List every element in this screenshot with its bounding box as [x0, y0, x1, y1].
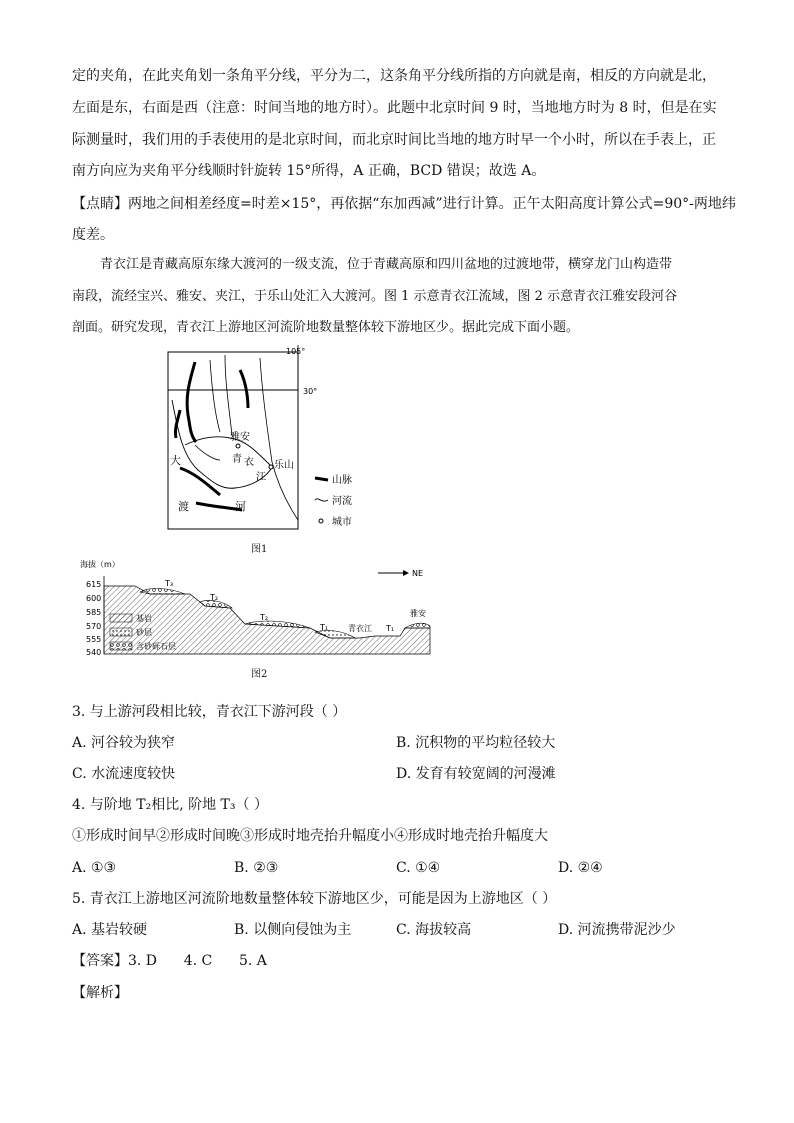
answer-label: 【答案】: [72, 953, 128, 969]
analysis-label: 【解析】: [72, 985, 128, 1001]
fig2-ytick-4: 570: [86, 622, 102, 631]
place-du: 渡: [178, 500, 189, 513]
intro-line-2: 南段，流经宝兴、雅安、夹江，于乐山处汇入大渡河。图 1 示意青衣江流域，图 2 示意青衣江雅安段河谷: [72, 289, 678, 304]
dianjing-line-2: 度差。: [72, 227, 114, 243]
river-trib-3: [260, 358, 298, 520]
q4-option-d[interactable]: D. ②④: [558, 860, 603, 876]
river-trib-2: [225, 355, 232, 435]
paragraph-line-3: 际测量时，我们用的手表使用的是北京时间，而北京时间比当地的地方时早一个小时，所以在手表上，正: [72, 132, 716, 148]
mountain-3: [240, 370, 248, 408]
figure2-profile: [80, 558, 450, 658]
legend-mountain: 山脉: [332, 475, 352, 486]
legend-sand: 砂层: [136, 628, 152, 637]
city-yaan: [236, 444, 240, 448]
q3-option-a[interactable]: A. 河谷较为狭窄: [72, 735, 176, 751]
dianjing-text: 两地之间相差经度=时差×15°，再依据“东加西减”进行计算。正午太阳高度计算公式=90°-两地纬: [128, 196, 736, 212]
terrace-label-5: T₁: [386, 624, 395, 633]
legend-city: 城市: [332, 517, 352, 528]
q5-option-c[interactable]: C. 海拔较高: [396, 922, 472, 938]
terrace-label-3: T₂: [260, 613, 269, 622]
place-yi: 衣: [244, 457, 254, 468]
figure2-caption: 图2: [251, 669, 268, 680]
q4-option-a[interactable]: A. ①③: [72, 860, 117, 876]
river-label: 青衣江: [348, 624, 372, 633]
answer-line: [72, 951, 722, 971]
city-leshan: [269, 465, 273, 469]
q3-option-d[interactable]: D. 发育有较宽阔的河漫滩: [396, 766, 556, 782]
q5-option-b[interactable]: B. 以侧向侵蚀为主: [234, 922, 352, 938]
q4-stem: 4. 与阶地 T₂相比, 阶地 T₃（ ）: [72, 797, 268, 813]
fig2-ytick-6: 540: [86, 648, 102, 657]
fig2-ytick-5: 555: [86, 635, 102, 644]
place-leshan: 乐山: [274, 460, 294, 471]
q5-stem: 5. 青衣江上游地区河流阶地数量整体较下游地区少，可能是因为上游地区（ ）: [72, 891, 557, 907]
fig2-ytick-2: 600: [86, 594, 102, 603]
legend-bedrock: 基岩: [136, 614, 152, 623]
lat-label: 30°: [303, 387, 318, 396]
terrace-t3: [140, 588, 185, 594]
legend-gravel: 含砂砾石层: [136, 642, 176, 651]
figure1-caption: 图1: [251, 544, 268, 555]
q4-sub: ①形成时间早②形成时间晚③形成时地壳抬升幅度小④形成时地壳抬升幅度大: [72, 828, 548, 844]
dianjing-line-1: [72, 194, 736, 214]
place-yaan: 雅安: [230, 432, 250, 443]
city-label: 雅安: [410, 609, 426, 618]
q5-option-d[interactable]: D. 河流携带泥沙少: [558, 922, 676, 938]
q3-stem: 3. 与上游河段相比较，青衣江下游河段（ ）: [72, 704, 347, 720]
place-da: 大: [170, 454, 181, 467]
intro-line-1: 青衣江是青藏高原东缘大渡河的一级支流，位于青藏高原和四川盆地的过渡地带，横穿龙门山构造带: [100, 257, 673, 272]
answer-text: 3. D 4. C 5. A: [128, 953, 267, 969]
river-qingyijiang: [185, 437, 270, 465]
q3-option-b[interactable]: B. 沉积物的平均粒径较大: [396, 735, 556, 751]
q3-option-c[interactable]: C. 水流速度较快: [72, 766, 176, 782]
q5-option-a[interactable]: A. 基岩较硬: [72, 922, 148, 938]
intro-line-3: 剖面。研究发现，青衣江上游地区河流阶地数量整体较下游地区少。据此完成下面小题。: [72, 320, 580, 335]
legend-river: 河流: [332, 496, 352, 507]
place-qing: 青: [232, 454, 242, 465]
river-trib-4: [195, 445, 220, 460]
q4-option-c[interactable]: C. ①④: [396, 860, 441, 876]
figure1-map: [160, 340, 370, 555]
terrace-label-1: T₃: [165, 579, 174, 588]
q4-option-b[interactable]: B. ②③: [234, 860, 279, 876]
fig2-ylabel: 海拔（m）: [80, 560, 120, 569]
direction-label: NE: [412, 569, 424, 578]
terrace-label-4: T₁: [320, 623, 329, 632]
fig2-ytick-3: 585: [86, 608, 102, 617]
fig2-ytick-1: 615: [86, 580, 102, 589]
paragraph-line-2: 左面是东，右面是西（注意：时间当地的地方时）。此题中北京时间 9 时，当地地方时为 8 时，但是在实: [72, 100, 717, 116]
mountain-1: [187, 362, 196, 442]
terrace-label-2: T₂: [210, 593, 219, 602]
place-he: 河: [235, 500, 246, 513]
paragraph-line-4: 南方向应为夹角平分线顺时针旋转 15°所得，A 正确，BCD 错误；故选 A。: [72, 163, 546, 179]
lon-label: 105°: [286, 347, 306, 356]
river-trib-1: [210, 360, 220, 432]
dianjing-label: 【点睛】: [72, 196, 128, 212]
terrace-t1b: [405, 623, 430, 628]
paragraph-line-1: 定的夹角，在此夹角划一条角平分线，平分为二，这条角平分线所指的方向就是南，相反的方向就是北，: [72, 68, 716, 84]
place-jiang: 江: [256, 472, 266, 483]
